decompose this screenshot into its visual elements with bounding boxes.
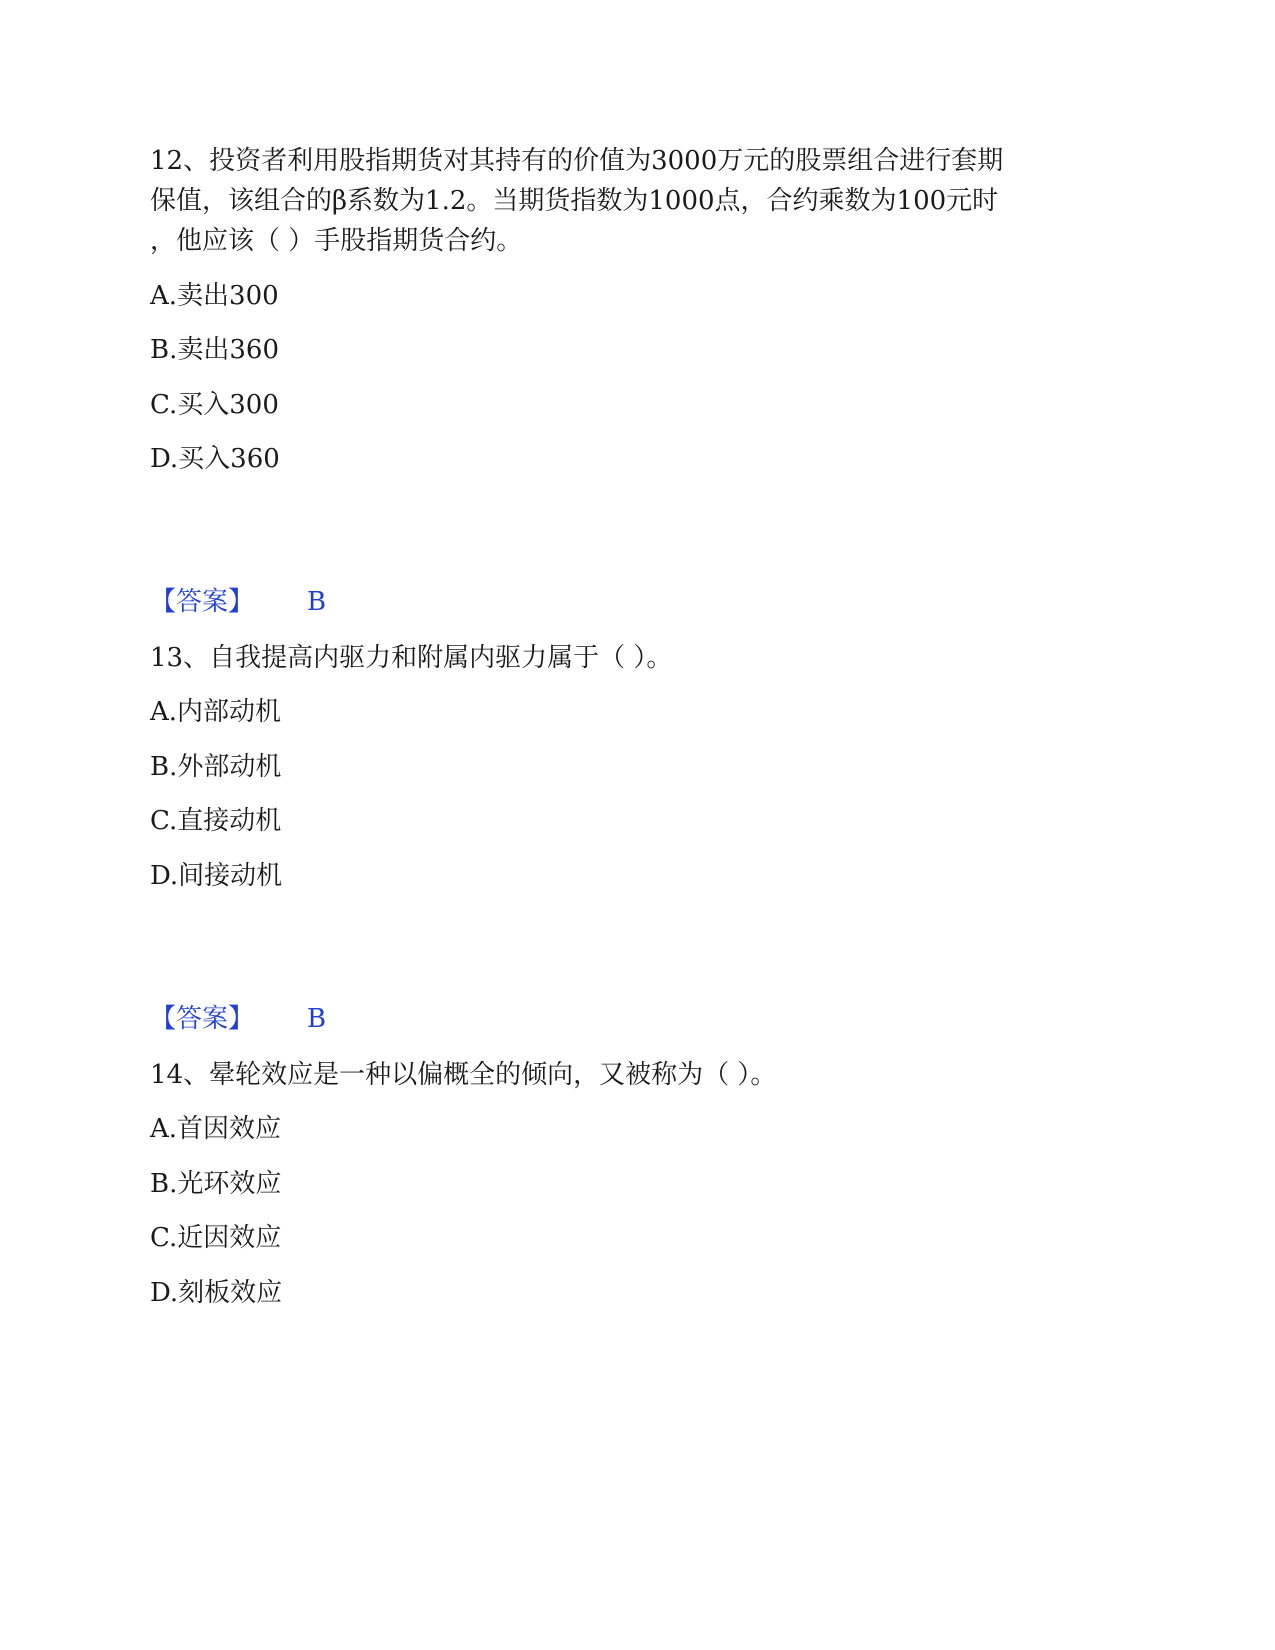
question-12-option-b: B.卖出360	[150, 335, 279, 365]
question-14-option-d: D.刻板效应	[150, 1278, 283, 1308]
question-12-answer	[150, 587, 327, 617]
answer-label: 【答案】	[150, 587, 255, 617]
question-14-option-c: C.近因效应	[150, 1223, 282, 1253]
question-13-answer	[150, 1004, 327, 1034]
question-13-stem-line-1: 13、自我提高内驱力和附属内驱力属于（ ）。	[150, 643, 673, 673]
question-13-option-d: D.间接动机	[150, 861, 283, 891]
answer-value: B	[307, 587, 327, 617]
question-12-option-a: A.卖出300	[150, 281, 279, 311]
question-13-option-b: B.外部动机	[150, 752, 282, 782]
question-14-option-a: A.首因效应	[150, 1114, 282, 1144]
question-12-stem-line-3: ，他应该（ ）手股指期货合约。	[150, 226, 523, 256]
question-13-option-c: C.直接动机	[150, 806, 282, 836]
answer-label: 【答案】	[150, 1004, 255, 1034]
question-12-option-c: C.买入300	[150, 390, 279, 420]
question-12-stem-line-1: 12、投资者利用股指期货对其持有的价值为3000万元的股票组合进行套期	[150, 146, 1004, 176]
question-13-option-a: A.内部动机	[150, 697, 282, 727]
question-12-stem-line-2: 保值，该组合的β系数为1.2。当期货指数为1000点，合约乘数为100元时	[150, 186, 999, 216]
question-14-option-b: B.光环效应	[150, 1169, 282, 1199]
question-12-option-d: D.买入360	[150, 444, 280, 474]
answer-value: B	[307, 1004, 327, 1034]
question-14-stem-line-1: 14、晕轮效应是一种以偏概全的倾向，又被称为（ ）。	[150, 1060, 777, 1090]
